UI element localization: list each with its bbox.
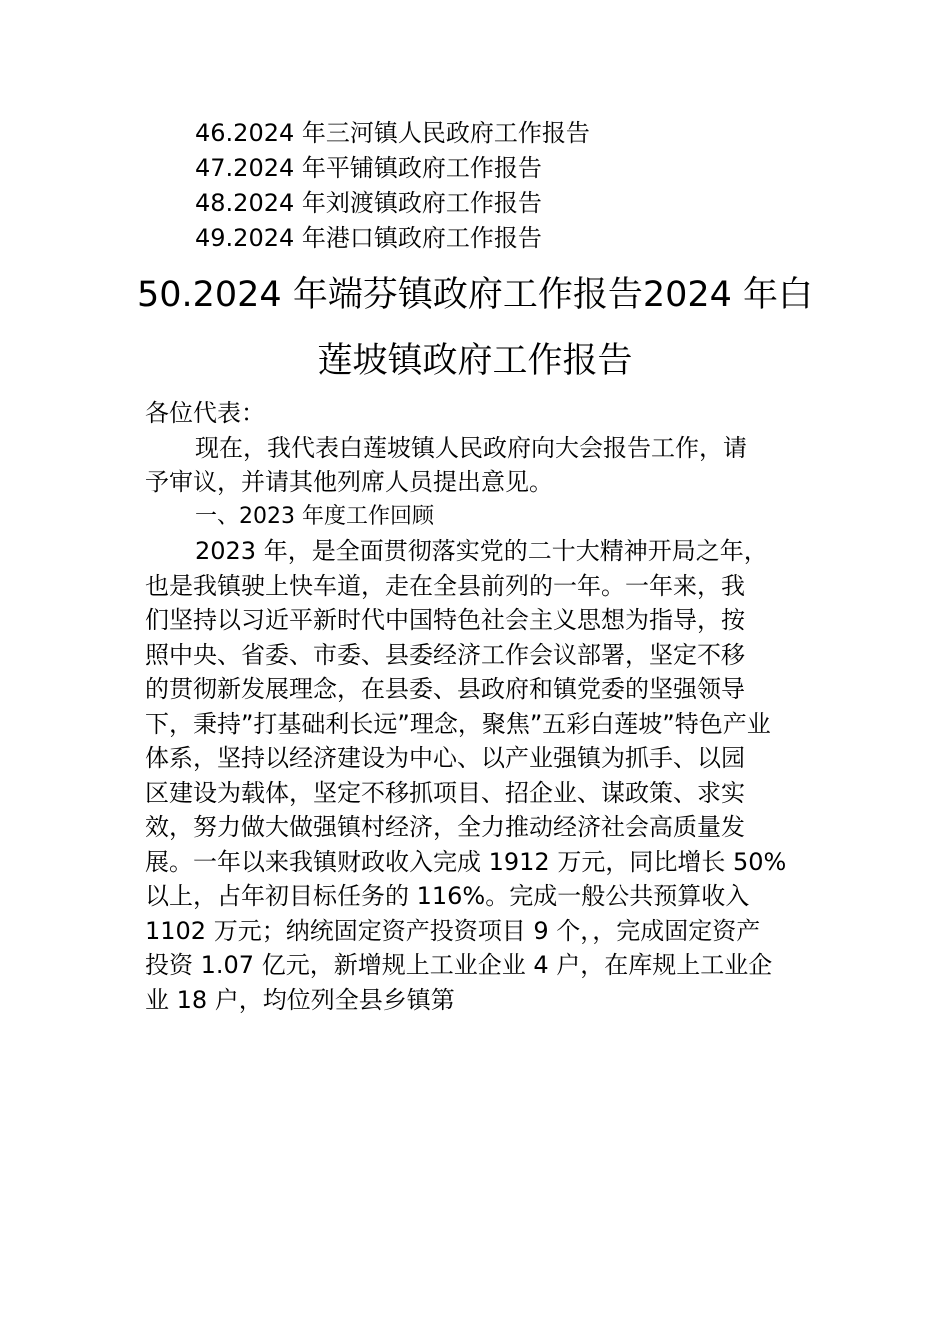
intro-line: 予审议，并请其他列席人员提出意见。 [145, 468, 553, 496]
toc-item: 49.2024 年港口镇政府工作报告 [195, 224, 542, 252]
toc-item: 46.2024 年三河镇人民政府工作报告 [195, 119, 590, 147]
table-of-contents [195, 116, 590, 256]
paragraph-line: 的贯彻新发展理念，在县委、县政府和镇党委的坚强领导 [145, 675, 745, 703]
paragraph-line: 1102 万元；纳统固定资产投资项目 9 个，，完成固定资产 [145, 916, 761, 945]
section-heading: 一、2023 年度工作回顾 [195, 503, 434, 529]
paragraph-line: 2023 年，是全面贯彻落实党的二十大精神开局之年， [195, 537, 768, 565]
document-body [145, 396, 810, 1017]
paragraph-line: 照中央、省委、市委、县委经济工作会议部署，坚定不移 [145, 640, 745, 669]
intro-line: 现在，我代表白莲坡镇人民政府向大会报告工作，请 [195, 433, 747, 462]
paragraph-line: 效，努力做大做强镇村经济，全力推动经济社会高质量发 [145, 813, 745, 841]
document-title-line-1: 50.2024 年端芬镇政府工作报告2024 年白 [136, 275, 814, 315]
toc-item: 48.2024 年刘渡镇政府工作报告 [195, 189, 542, 217]
paragraph-line: 投资 1.07 亿元，新增规上工业企业 4 户，在库规上工业企 [145, 951, 773, 979]
paragraph-line: 以上，占年初目标任务的 116%。完成一般公共预算收入 [145, 882, 750, 910]
paragraph-line: 也是我镇驶上快车道，走在全县前列的一年。一年来，我 [145, 571, 745, 600]
paragraph-line: 下，秉持”打基础利长远”理念，聚焦”五彩白莲坡”特色产业 [145, 709, 771, 738]
document-title-line-2: 莲坡镇政府工作报告 [317, 341, 633, 381]
paragraph-line: 们坚持以习近平新时代中国特色社会主义思想为指导，按 [145, 606, 745, 634]
toc-item: 47.2024 年平铺镇政府工作报告 [195, 154, 542, 182]
salutation: 各位代表： [145, 399, 265, 427]
paragraph-line: 展。一年以来我镇财政收入完成 1912 万元，同比增长 50% [145, 847, 787, 876]
paragraph-line: 区建设为载体，坚定不移抓项目、招企业、谋政策、求实 [145, 778, 745, 807]
paragraph-line: 业 18 户，均位列全县乡镇第 [145, 985, 455, 1014]
paragraph-line: 体系，坚持以经济建设为中心、以产业强镇为抓手、以园 [145, 744, 745, 772]
